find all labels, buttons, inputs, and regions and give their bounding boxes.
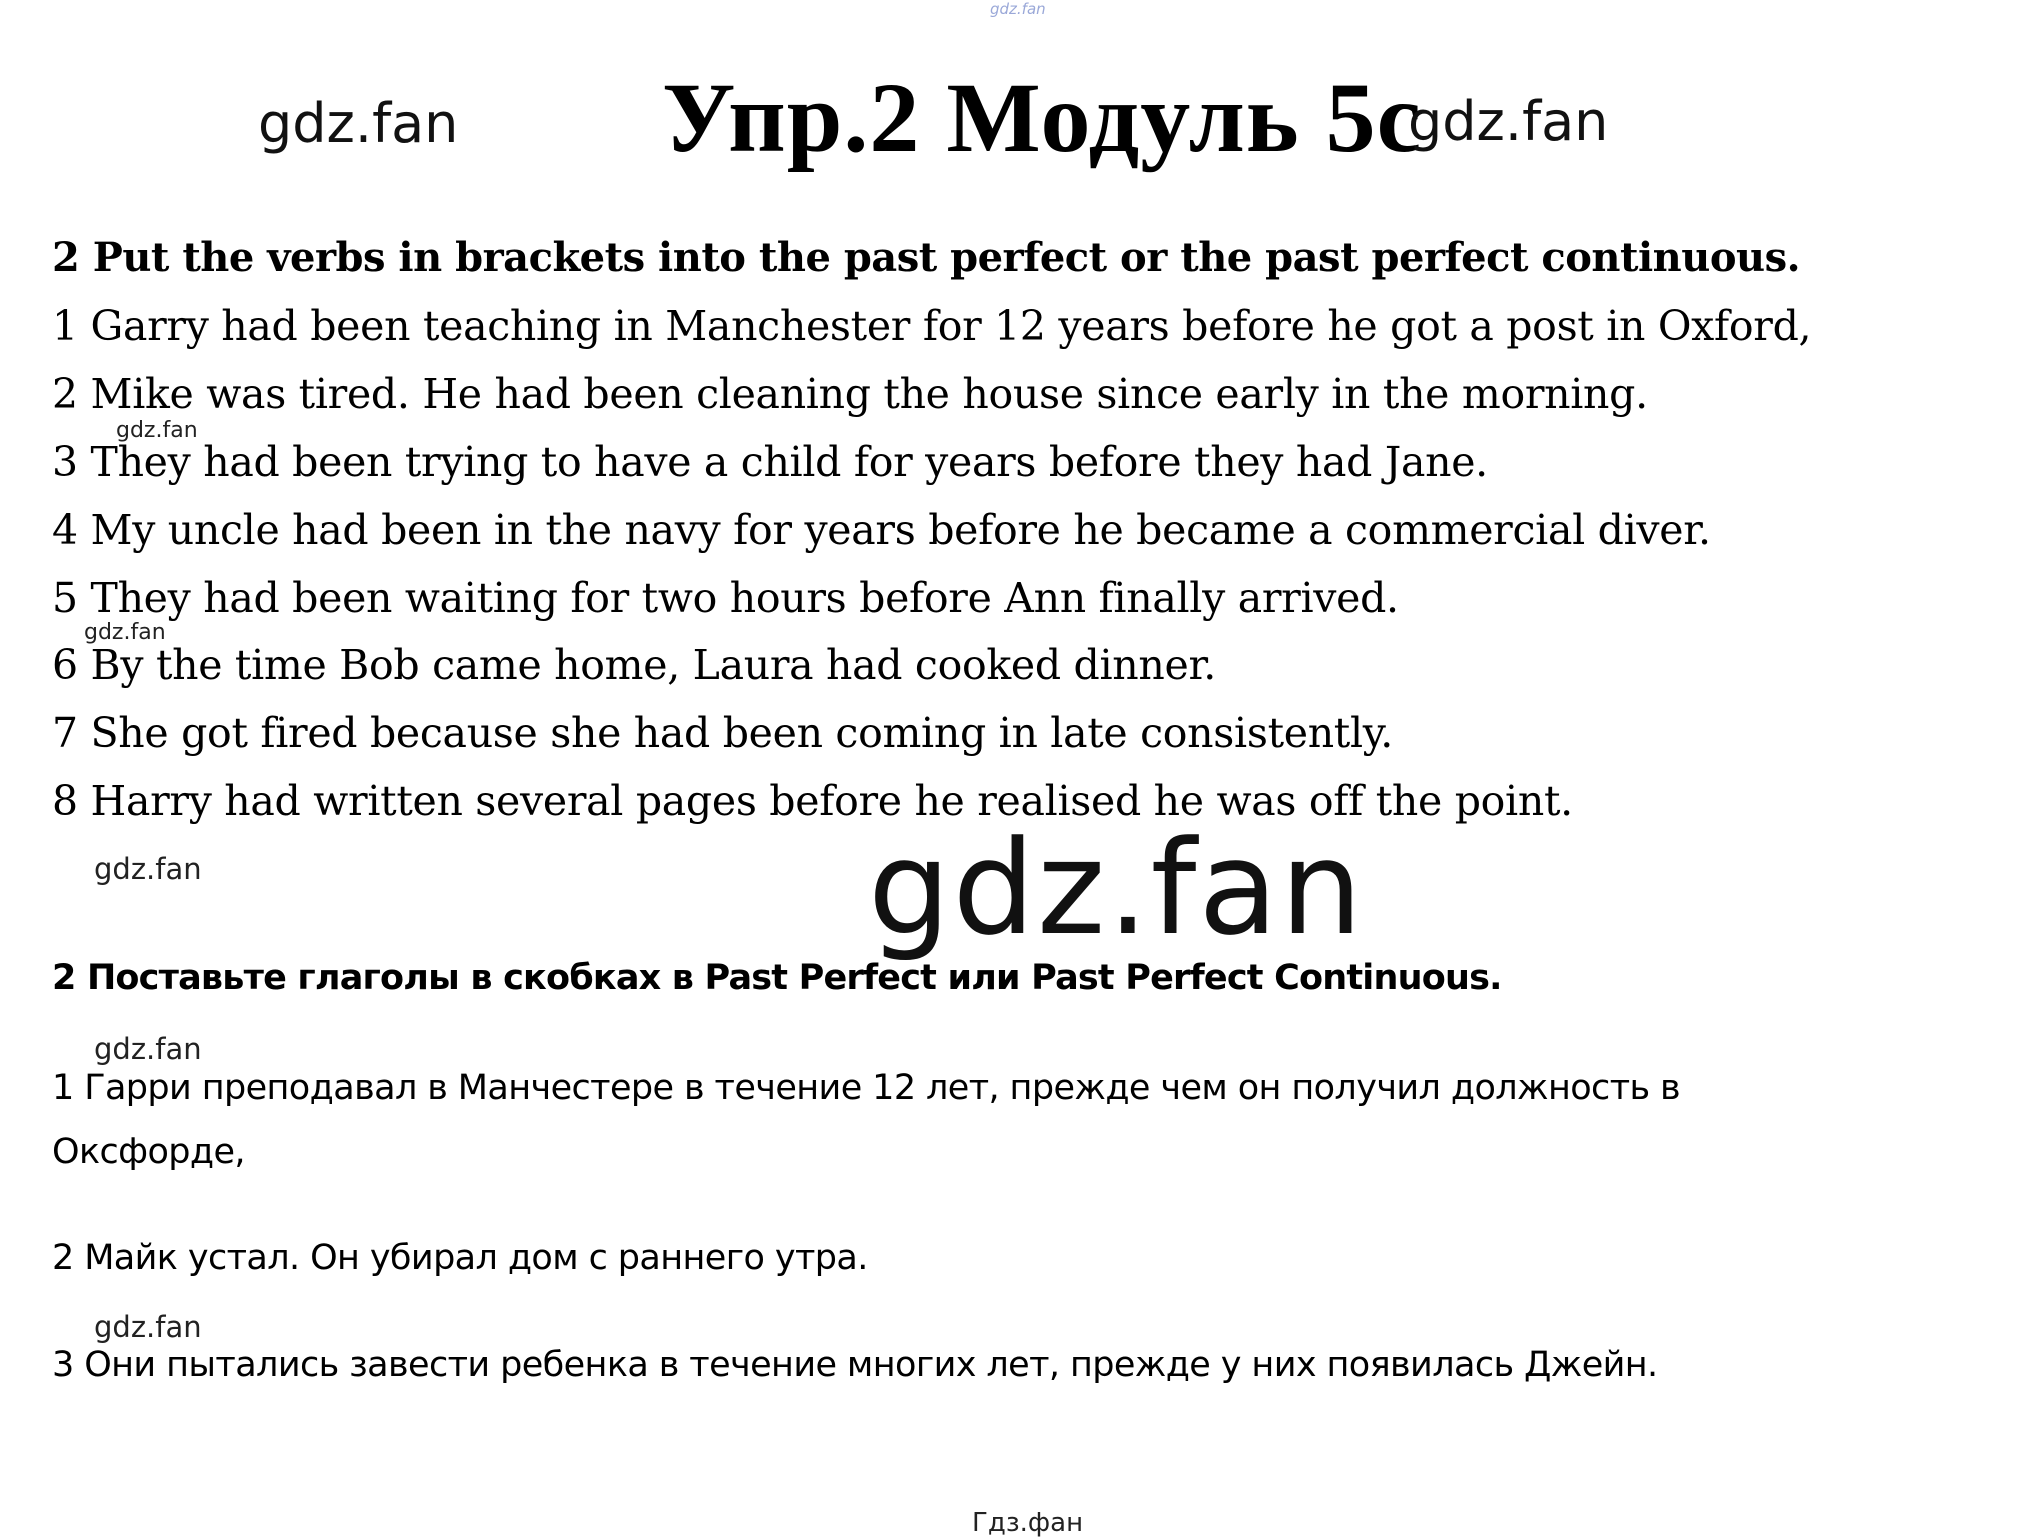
translation-line-ru: 3 Они пытались завести ребенка в течение многих лет, прежде у них появилась Джейн. [52,1345,1658,1385]
watermark-small: gdz.fan [84,620,166,645]
answer-line-en: 8 Harry had written several pages before he realised he was off the point. [52,777,1573,825]
answer-line-en: 3 They had been trying to have a child for years before they had Jane. [52,438,1488,486]
answer-line-en: 7 She got fired because she had been coming in late consistently. [52,709,1393,757]
translation-line-ru: 1 Гарри преподавал в Манчестере в течение 12 лет, прежде чем он получил должность в [52,1068,1681,1108]
translation-line-ru: 2 Майк устал. Он убирал дом с раннего утра. [52,1238,868,1278]
answer-line-en: 2 Mike was tired. He had been cleaning the house since early in the morning. [52,370,1648,418]
answer-line-en: 5 They had been waiting for two hours before Ann finally arrived. [52,574,1399,622]
task-heading-en: 2 Put the verbs in brackets into the past perfect or the past perfect continuous. [52,234,1801,281]
footer-watermark: Гдз.фан [972,1508,1084,1538]
answer-line-en: 4 My uncle had been in the navy for years before he became a commercial diver. [52,506,1711,554]
watermark-small: gdz.fan [94,852,202,886]
watermark-top: gdz.fan [990,0,1046,18]
watermark-title-right: gdz.fan [1408,90,1609,153]
watermark-title-left: gdz.fan [258,92,459,155]
watermark-big: gdz.fan [868,812,1365,964]
page-title: Упр.2 Модуль 5с [662,62,1423,173]
translation-line-ru: Оксфорде, [52,1132,245,1172]
watermark-small: gdz.fan [94,1310,202,1344]
answer-line-en: 6 By the time Bob came home, Laura had cooked dinner. [52,641,1217,689]
watermark-small: gdz.fan [116,418,198,443]
answer-line-en: 1 Garry had been teaching in Manchester for 12 years before he got a post in Oxford, [52,302,1812,350]
watermark-small: gdz.fan [94,1032,202,1066]
task-heading-ru: 2 Поставьте глаголы в скобках в Past Perfect или Past Perfect Continuous. [52,958,1502,998]
